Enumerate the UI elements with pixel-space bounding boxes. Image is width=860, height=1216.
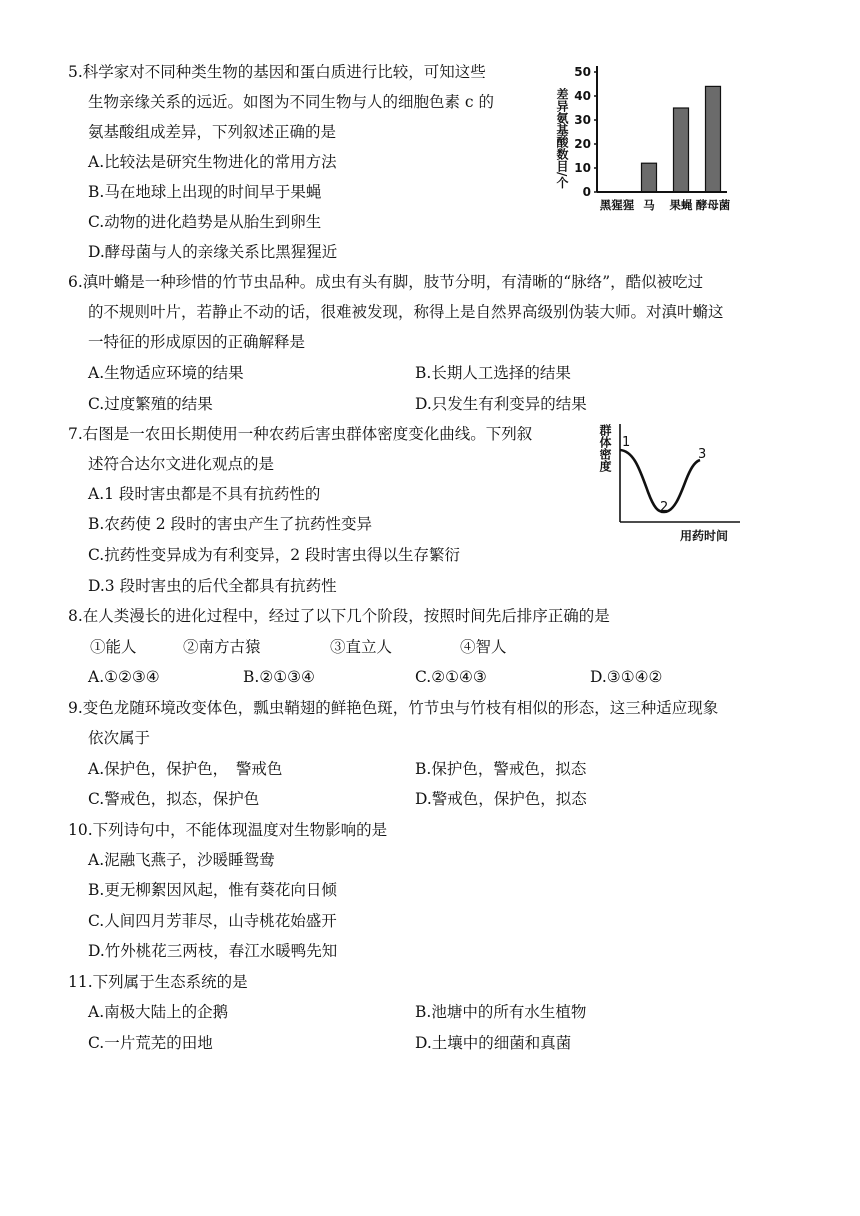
amino-acid-difference-bar-chart — [545, 58, 745, 218]
q10-stem-line-1: 10.下列诗句中，不能体现温度对生物影响的是 — [68, 821, 388, 839]
q7-option-a: A.1 段时害虫都是不具有抗药性的 — [88, 485, 321, 503]
curve-point-label-3: 3 — [698, 447, 707, 462]
q8-item-4: ④智人 — [460, 638, 507, 656]
q5-stem-line-1: 5.科学家对不同种类生物的基因和蛋白质进行比较，可知这些 — [68, 63, 486, 81]
pest-density-curve-chart — [590, 418, 750, 546]
q6-option-a: A.生物适应环境的结果 — [88, 364, 244, 382]
q8-option-a: A.①②③④ — [88, 668, 160, 686]
q11-option-a: A.南极大陆上的企鹅 — [88, 1003, 229, 1021]
bar-chart-ytick-label: 50 — [574, 65, 591, 79]
q9-option-c: C.警戒色，拟态，保护色 — [88, 790, 260, 808]
q8-item-1: ①能人 — [90, 638, 137, 656]
q8-option-b: B.②①③④ — [243, 668, 315, 686]
curve-ylabel: 群体密度 — [598, 424, 612, 472]
q6-option-d: D.只发生有利变异的结果 — [415, 395, 587, 413]
q7-option-b: B.农药使 2 段时的害虫产生了抗药性变异 — [88, 515, 373, 533]
curve-point-label-1: 1 — [622, 435, 631, 450]
q11-option-d: D.土壤中的细菌和真菌 — [415, 1034, 572, 1052]
q5-option-a: A.比较法是研究生物进化的常用方法 — [88, 153, 337, 171]
q9-option-a: A.保护色，保护色， 警戒色 — [88, 760, 283, 778]
q11-option-c: C.一片荒芜的田地 — [88, 1034, 213, 1052]
q6-stem-line-3: 一特征的形成原因的正确解释是 — [88, 333, 306, 351]
q9-option-b: B.保护色，警戒色，拟态 — [415, 760, 587, 778]
bar-chart-category-label: 黑猩猩 — [599, 198, 635, 212]
q5-option-b: B.马在地球上出现的时间早于果蝇 — [88, 183, 322, 201]
curve-xlabel: 用药时间 — [680, 529, 729, 543]
q6-option-b: B.长期人工选择的结果 — [415, 364, 571, 382]
q11-stem-line-1: 11.下列属于生态系统的是 — [68, 973, 248, 991]
q5-stem-line-3: 氨基酸组成差异，下列叙述正确的是 — [88, 123, 337, 141]
q9-stem-line-1: 9.变色龙随环境改变体色，瓢虫鞘翅的鲜艳色斑，竹节虫与竹枝有相似的形态，这三种适应现象 — [68, 699, 719, 717]
bar-chart-ytick-label: 40 — [574, 89, 591, 103]
bar-chart-category-label: 果蝇 — [669, 198, 693, 212]
q5-option-c: C.动物的进化趋势是从胎生到卵生 — [88, 213, 322, 231]
q8-option-d: D.③①④② — [590, 668, 663, 686]
q10-option-b: B.更无柳絮因风起，惟有葵花向日倾 — [88, 881, 337, 899]
q7-stem-line-1: 7.右图是一农田长期使用一种农药后害虫群体密度变化曲线。下列叙 — [68, 425, 533, 443]
q8-option-c: C.②①④③ — [415, 668, 487, 686]
bar-chart-ytick-label: 10 — [574, 161, 591, 175]
q11-option-b: B.池塘中的所有水生植物 — [415, 1003, 587, 1021]
q8-item-3: ③直立人 — [330, 638, 393, 656]
q7-stem-line-2: 述符合达尔文进化观点的是 — [88, 455, 275, 473]
curve-point-label-2: 2 — [660, 500, 669, 515]
q9-option-d: D.警戒色，保护色，拟态 — [415, 790, 587, 808]
bar-chart-ytick-label: 0 — [582, 185, 591, 199]
q7-option-d: D.3 段时害虫的后代全都具有抗药性 — [88, 577, 337, 595]
q8-item-2: ②南方古猿 — [183, 638, 261, 656]
bar-2 — [674, 108, 689, 192]
bar-chart-ylabel: 差异氨基酸数目/个 — [555, 88, 569, 189]
bar-chart-category-label: 酵母菌 — [695, 198, 731, 212]
bar-1 — [642, 163, 657, 192]
q6-option-c: C.过度繁殖的结果 — [88, 395, 213, 413]
bar-chart-ytick-label: 20 — [574, 137, 591, 151]
q8-stem-line-1: 8.在人类漫长的进化过程中，经过了以下几个阶段，按照时间先后排序正确的是 — [68, 607, 610, 625]
q6-stem-line-1: 6.滇叶䗛是一种珍惜的竹节虫品种。成虫有头有脚，肢节分明，有清晰的“脉络”，酷似被吃过 — [68, 273, 704, 291]
q10-option-c: C.人间四月芳菲尽，山寺桃花始盛开 — [88, 912, 337, 930]
bar-3 — [706, 86, 721, 192]
q5-option-d: D.酵母菌与人的亲缘关系比黑猩猩近 — [88, 243, 338, 261]
q9-stem-line-2: 依次属于 — [88, 729, 151, 747]
bar-chart-category-label: 马 — [643, 198, 655, 212]
bar-chart-ytick-label: 30 — [574, 113, 591, 127]
q6-stem-line-2: 的不规则叶片，若静止不动的话，很难被发现，称得上是自然界高级别伪装大师。对滇叶䗛这 — [88, 303, 724, 321]
q5-stem-line-2: 生物亲缘关系的远近。如图为不同生物与人的细胞色素 c 的 — [88, 93, 495, 111]
q10-option-a: A.泥融飞燕子，沙暖睡鸳鸯 — [88, 851, 275, 869]
q7-option-c: C.抗药性变异成为有利变异，2 段时害虫得以生存繁衍 — [88, 546, 461, 564]
q10-option-d: D.竹外桃花三两枝，春江水暖鸭先知 — [88, 942, 338, 960]
